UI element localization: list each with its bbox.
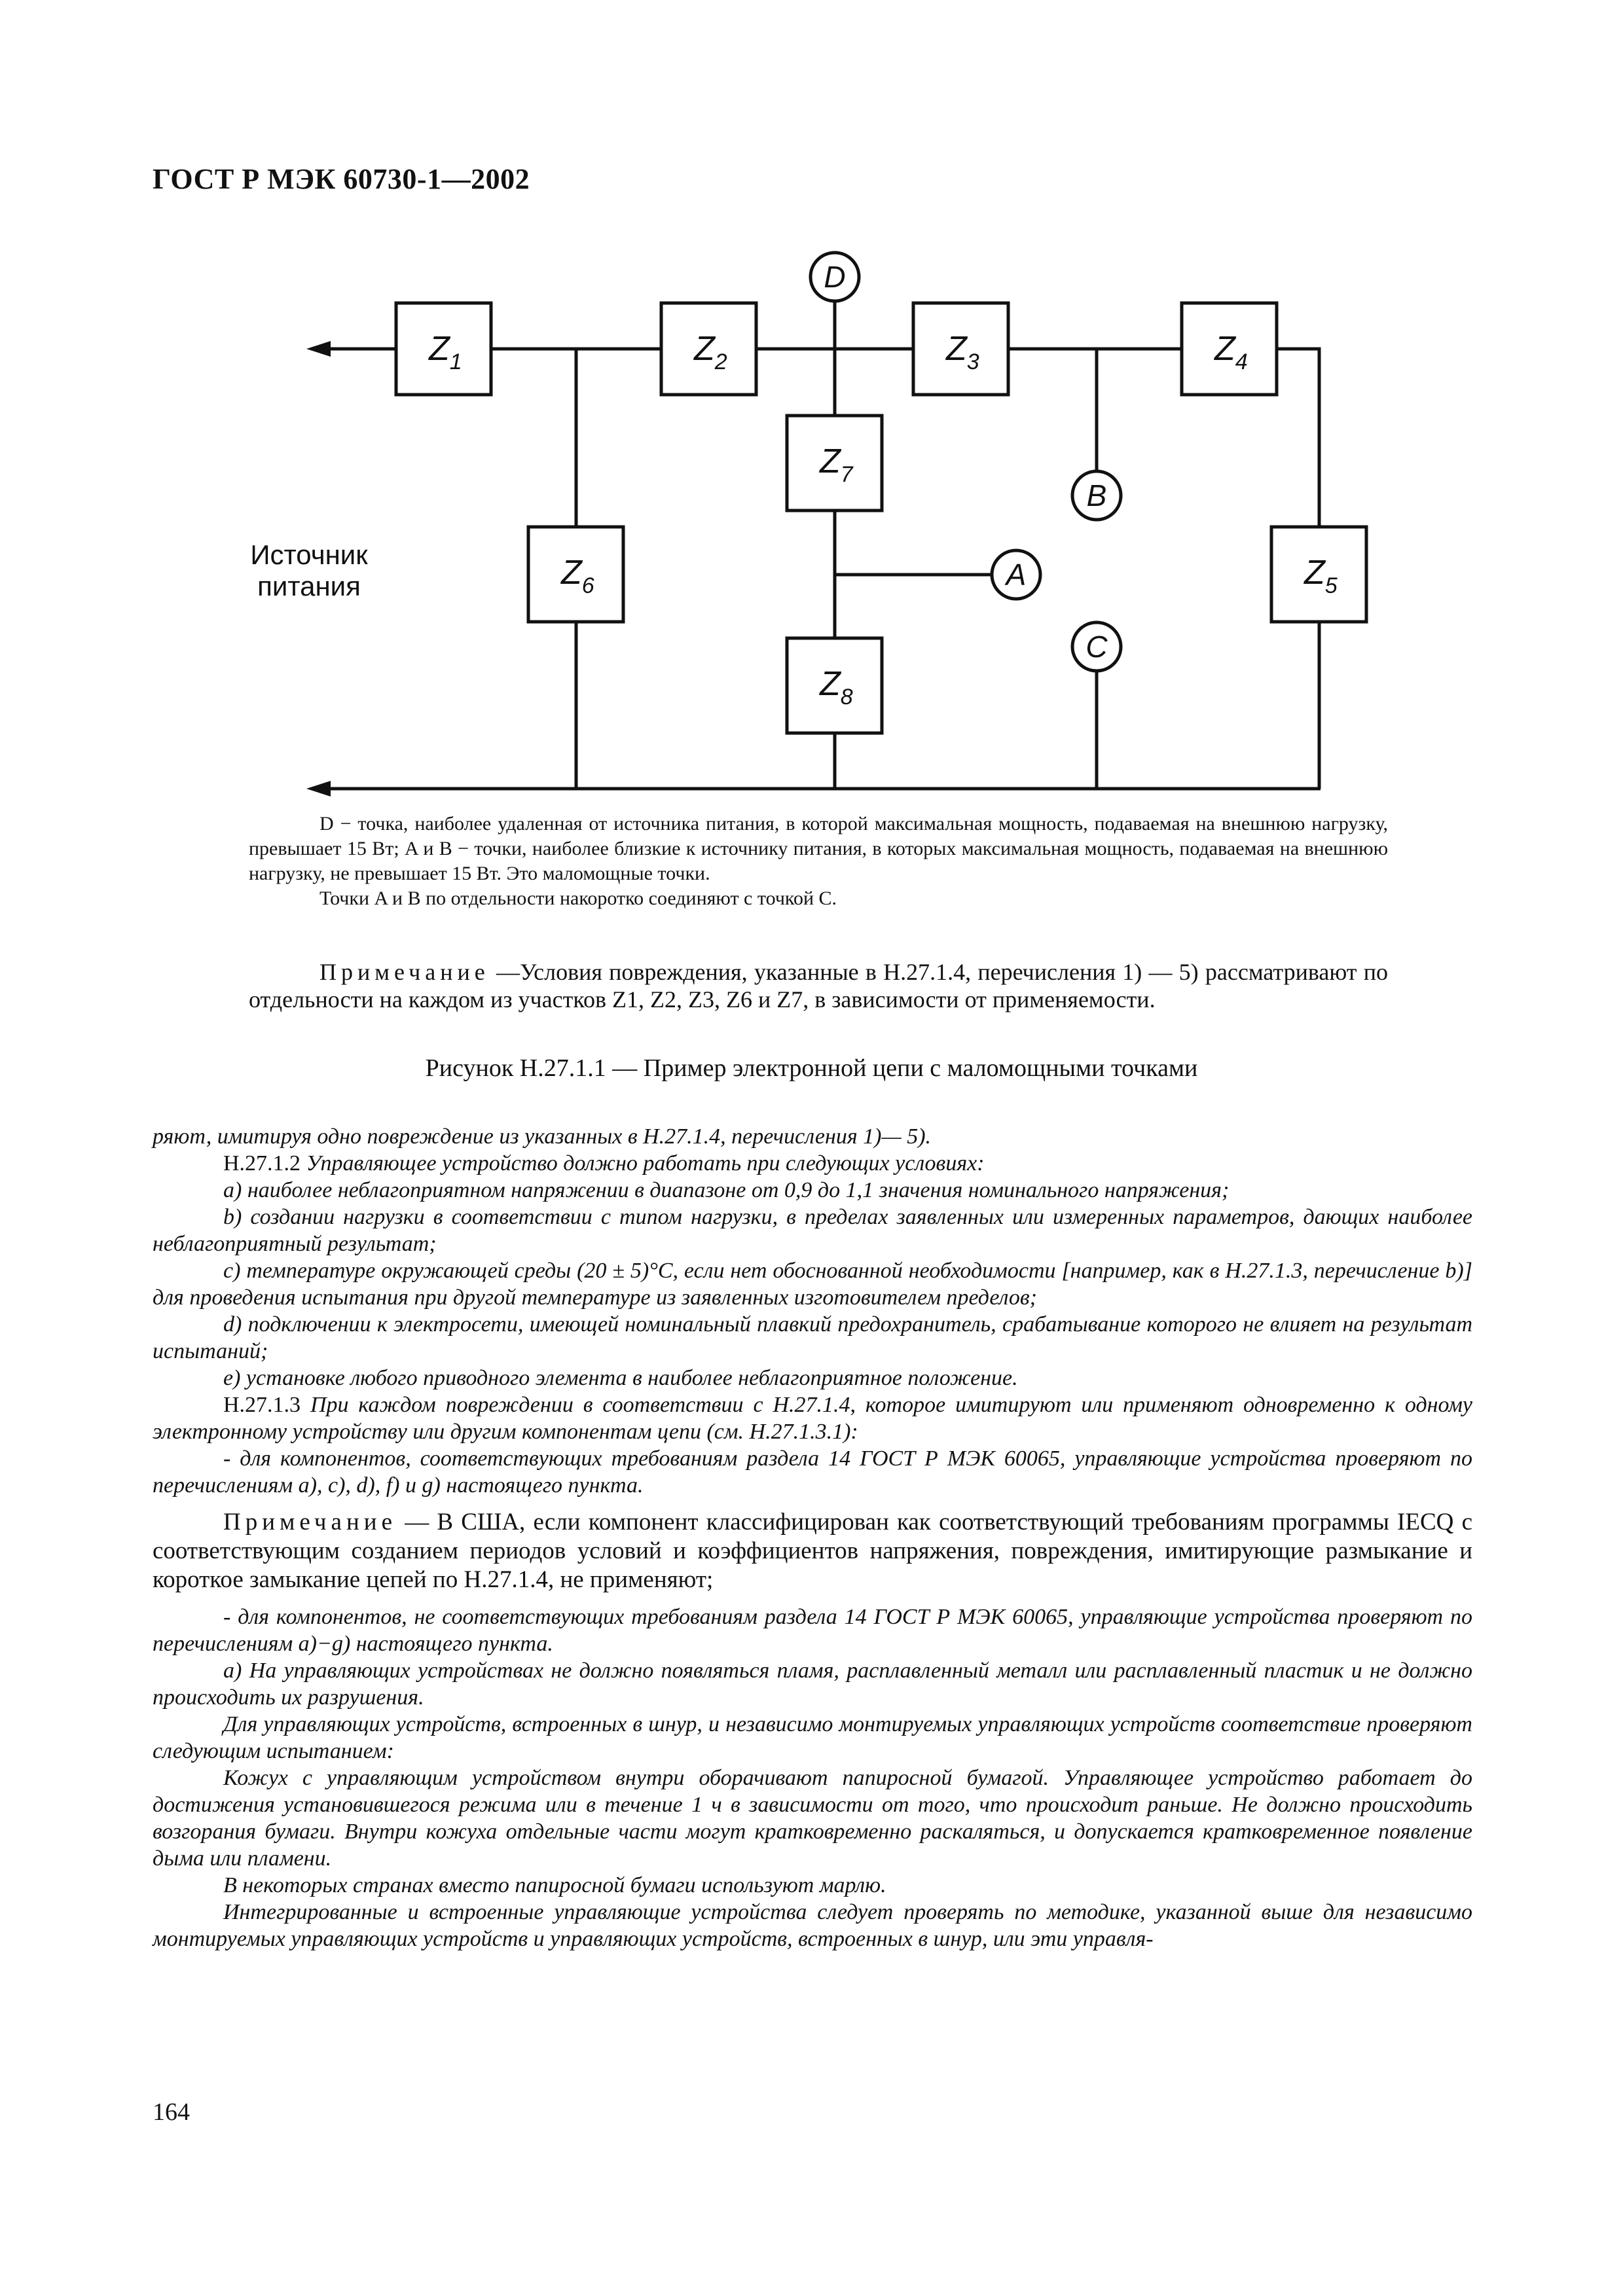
body-paragraph-15: Интегрированные и встроенные управляющие устройства следует проверять по методике, указанной выше для независимо монтируемых управляющих устройств и управляющих устройств, встроенных в шнур, или эти управля- <box>153 1900 1472 1951</box>
clause-text-h2713: При каждом повреждении в соответствии с Н.27.1.4, которое имитируют или применяют одновременно к одному электронному устройству или другим компонентам цепи (см. Н.27.1.3.1): <box>153 1393 1472 1444</box>
point-d-label: D <box>824 260 846 294</box>
figure-note <box>249 958 1388 1013</box>
wire-z4-right <box>1277 349 1319 527</box>
document-header: ГОСТ Р МЭК 60730-1—2002 <box>153 163 530 195</box>
power-source-label-line1: Источник <box>250 539 368 570</box>
body-note-label: Примечание <box>223 1509 397 1535</box>
point-c-label: C <box>1085 630 1108 664</box>
circuit-diagram <box>0 0 1623 831</box>
body-paragraph-12: Для управляющих устройств, встроенных в шнур, и независимо монтируемых управляющих устройств соответствие проверяют следующим испытанием: <box>153 1712 1472 1763</box>
body-paragraph-14: В некоторых странах вместо папиросной бумаги используют марлю. <box>223 1873 886 1897</box>
power-source-label-line2: питания <box>257 571 361 601</box>
figure-note-text <box>249 958 1388 1013</box>
body-paragraph-1: ряют, имитируя одно повреждение из указанных в Н.27.1.4, перечисления 1)— 5). <box>153 1124 932 1149</box>
figure-note-body: —Условия повреждения, указанные в Н.27.1.4, перечисления 1) — 5) рассматривают по отдельности на каждом из участков Z1, Z2, Z3, Z6 и Z7, в зависимости от применяемости. <box>249 959 1388 1013</box>
body-paragraph-5: c) температуре окружающей среды (20 ± 5)°С, если нет обоснованной необходимости [например, как в Н.27.1.3, перечисление b)] для проведения испытания при другой температуре из заявленных изготовителем пределов; <box>153 1259 1472 1310</box>
body-text <box>153 1123 1472 1952</box>
body-paragraph-8 <box>153 1391 1472 1445</box>
body-paragraph-9: - для компонентов, соответствующих требованиям раздела 14 ГОСТ Р МЭК 60065, управляющие устройства проверяют по перечислениям a), c), d), f) и g) настоящего пункта. <box>153 1446 1472 1498</box>
z6-label: $Z_6$ <box>561 554 594 598</box>
z7-label: $Z_7$ <box>820 442 853 487</box>
z4-label: $Z_4$ <box>1214 330 1248 374</box>
body-paragraph-6: d) подключении к электросети, имеющей номинальный плавкий предохранитель, срабатывание которого не влияет на результат испытаний; <box>153 1312 1472 1363</box>
body-note <box>153 1508 1472 1594</box>
body-paragraph-13: Кожух с управляющим устройством внутри оборачивают папиросной бумагой. Управляющее устройство работает до достижения установившегося режима или в течение 1 ч в зависимости от того, что происходит раньше. Не должно происходить возгорания бумаги. Внутри кожуха отдельные части могут кратковременно раскаляться, и допускается кратковременное появление дыма или пламени. <box>153 1766 1472 1871</box>
point-a-label: A <box>1006 558 1027 592</box>
body-paragraph-4: b) создании нагрузки в соответствии с типом нагрузки, в пределах заявленных или измеренных параметров, дающих наиболее неблагоприятный результат; <box>153 1205 1472 1256</box>
figure-caption: Рисунок Н.27.1.1 — Пример электронной цепи с маломощными точками <box>425 1054 1198 1082</box>
arrow-left-bottom <box>306 781 331 797</box>
clause-text-h2712: Управляющее устройство должно работать при следующих условиях: <box>306 1151 985 1175</box>
z8-label: $Z_8$ <box>820 665 853 709</box>
figure-note-label: Примечание <box>319 959 490 985</box>
body-paragraph-3: а) наиболее неблагоприятном напряжении в диапазоне от 0,9 до 1,1 значения номинального напряжения; <box>223 1178 1230 1202</box>
z2-label: $Z_2$ <box>694 330 727 374</box>
z5-label: $Z_5$ <box>1304 554 1338 598</box>
legend-paragraph-2: Точки A и B по отдельности накоротко соединяют с точкой C. <box>319 888 837 909</box>
page-number: 164 <box>153 2098 190 2126</box>
point-b-label: B <box>1086 478 1107 512</box>
body-paragraph-10: - для компонентов, не соответствующих требованиям раздела 14 ГОСТ Р МЭК 60065, управляющие устройства проверяют по перечислениям a)−g) настоящего пункта. <box>153 1605 1472 1656</box>
body-paragraph-7: e) установке любого приводного элемента в наиболее неблагоприятное положение. <box>223 1366 1018 1390</box>
legend-paragraph-1: D − точка, наиболее удаленная от источника питания, в которой максимальная мощность, подаваемая на внешнюю нагрузку, превышает 15 Вт; A и B − точки, наиболее близкие к источнику питания, в которых максимальная мощность, подаваемая на внешнюю нагрузку, не превышает 15 Вт. Это маломощные точки. <box>249 813 1388 884</box>
clause-number-h2712: Н.27.1.2 <box>223 1151 306 1175</box>
z3-label: $Z_3$ <box>946 330 979 374</box>
body-paragraph-2 <box>153 1150 1472 1177</box>
body-paragraph-11: а) На управляющих устройствах не должно появляться пламя, расплавленный металл или расплавленный пластик и не должно происходить их разрушения. <box>153 1659 1472 1710</box>
arrow-left-top <box>306 341 331 357</box>
z1-label: $Z_1$ <box>429 330 462 374</box>
figure-legend <box>249 812 1388 911</box>
clause-number-h2713: Н.27.1.3 <box>223 1393 310 1417</box>
body-note-text: — В США, если компонент классифицирован как соответствующий требованиям программы IECQ с соответствующим созданием периодов условий и коэффициентов напряжения, повреждения, имитирующие размыкание и короткое замыкание цепей по Н.27.1.4, не применяют; <box>153 1509 1472 1593</box>
